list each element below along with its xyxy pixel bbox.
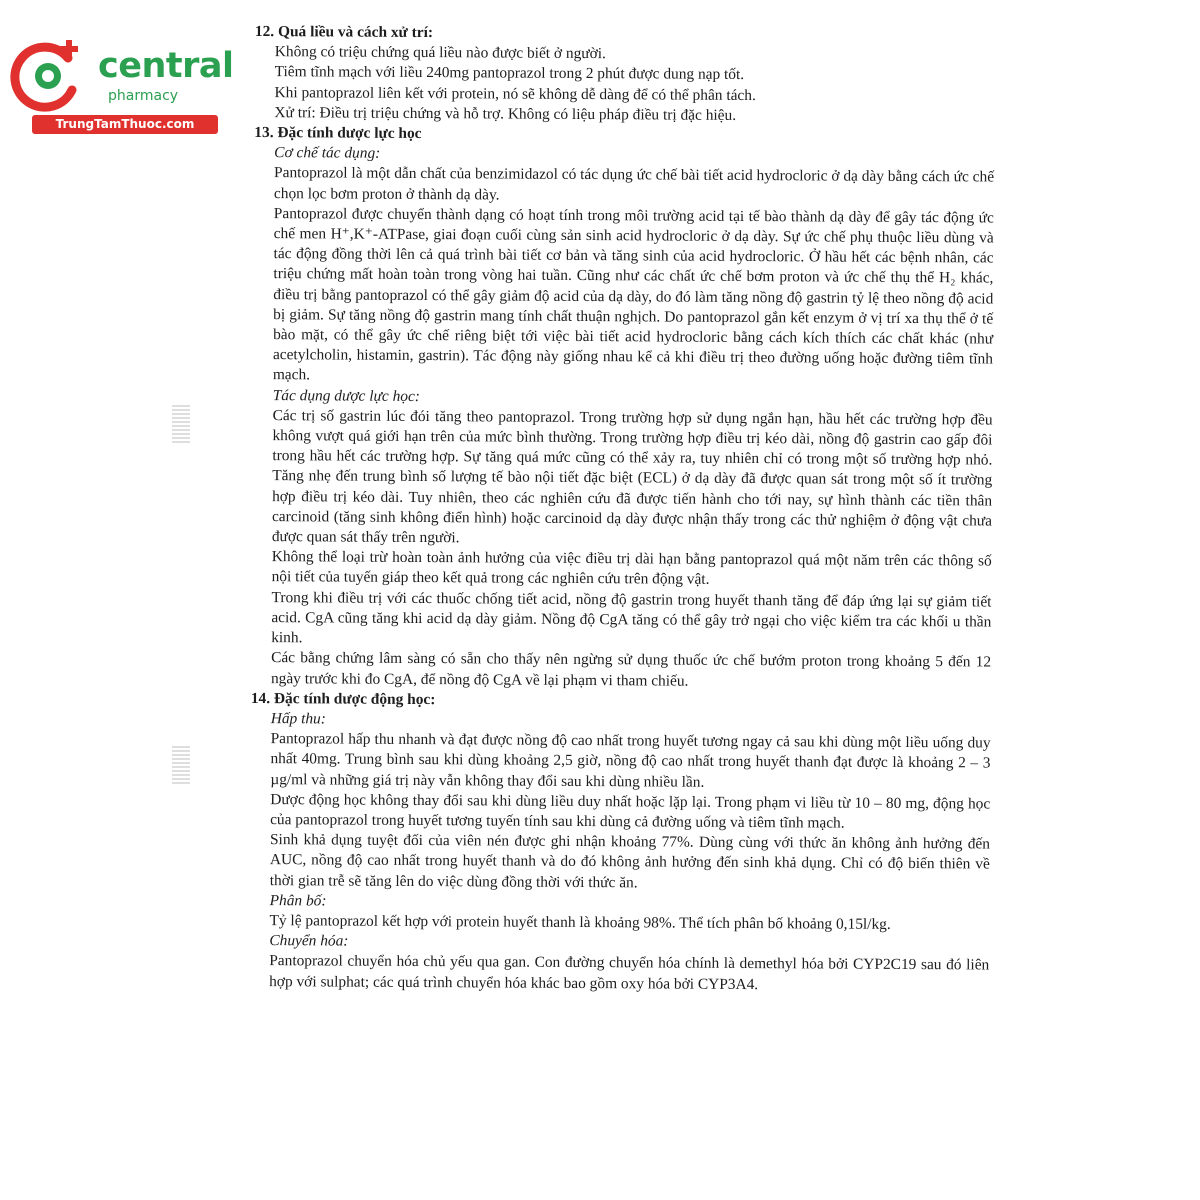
brand-name: central	[98, 46, 234, 86]
document-body	[249, 22, 995, 996]
brand-subtitle: pharmacy	[108, 88, 179, 104]
overdose-line: Xử trí: Điều trị triệu chứng và hỗ trợ. Không có liệu pháp điều trị đặc hiệu.	[274, 103, 737, 124]
paragraph: Pantoprazol là một dẫn chất của benzimidazol có tác dụng ức chế bài tiết acid hydrocloric ở dạ dày bằng cách ức chế chọn lọc bơm proton ở thành dạ dày.	[273, 164, 995, 204]
overdose-line: Khi pantoprazol liên kết với protein, nó sẽ không dễ dàng để có thể phân tách.	[274, 83, 756, 104]
pharmacodynamics-subheading: Tác dụng dược lực học:	[272, 386, 421, 405]
paragraph: Sinh khả dụng tuyệt đối của viên nén được ghi nhận khoảng 77%. Dùng cùng với thức ăn không ảnh hưởng đến AUC, nồng độ cao nhất trong huyết thanh và do đó không ảnh hưởng đến sinh khả dụng. Chỉ có độ biến thiên về thời gian trễ sẽ tăng lên do việc dùng đồng thời với thức ăn.	[269, 831, 991, 891]
paragraph: Pantoprazol chuyển hóa chủ yếu qua gan. Con đường chuyển hóa chính là demethyl hóa bởi CYP2C19 sau đó liên hợp với sulphat; các quá trình chuyển hóa khác bao gồm oxy hóa bởi CYP3A4.	[269, 952, 990, 993]
paragraph: Tỷ lệ pantoprazol kết hợp với protein huyết thanh là khoảng 98%. Thể tích phân bố khoảng 0,15l/kg.	[269, 912, 891, 933]
paragraph: Pantoprazol hấp thu nhanh và đạt được nồng độ cao nhất trong huyết tương ngay cả sau khi dùng một liều uống duy nhất 40mg. Trung bình sau khi dùng khoảng 2,5 giờ, nồng độ cao nhất trong huyết thanh đạt được là khoảng 2 – 3 µg/ml và những giá trị này vẫn không thay đổi sau khi dùng nhiều lần.	[270, 730, 991, 791]
metabolism-subheading: Chuyển hóa:	[269, 932, 349, 950]
overdose-line: Tiêm tĩnh mạch với liều 240mg pantoprazol trong 2 phút được dung nạp tốt.	[274, 63, 745, 84]
paragraph: Trong khi điều trị với các thuốc chống tiết acid, nồng độ gastrin trong huyết thanh tăng để đáp ứng lại sự giảm tiết acid. CgA cũng tăng khi acid dạ dày giảm. Nồng độ CgA tăng có thể gây trở ngại cho việc kiểm tra các khối u thần kinh.	[271, 588, 992, 647]
central-logo-icon	[10, 36, 90, 116]
scan-artifact	[172, 405, 190, 443]
section-14-heading: 14. Đặc tính dược động học:	[250, 689, 436, 708]
paragraph: Dược động học không thay đổi sau khi dùng liều duy nhất hoặc lặp lại. Trong phạm vi liều từ 10 – 80 mg, động học của pantoprazol trong huyết tương tuyến tính sau khi dùng cả đường uống và tiêm tĩnh mạch.	[270, 790, 991, 832]
scan-artifact	[172, 746, 190, 784]
overdose-line: Không có triệu chứng quá liều nào được biết ở người.	[274, 43, 606, 63]
distribution-subheading: Phân bố:	[269, 891, 327, 910]
absorption-subheading: Hấp thu:	[270, 710, 326, 728]
paragraph: Không thể loại trừ hoàn toàn ảnh hưởng của việc điều trị dài hạn bằng pantoprazol quá một năm trên các thông số nội tiết của tuyến giáp theo kết quả trong các nghiên cứu trên động vật.	[271, 548, 992, 589]
section-13-heading: 13. Đặc tính dược lực học	[254, 124, 422, 143]
paragraph: Pantoprazol được chuyển thành dạng có hoạt tính trong môi trường acid tại tế bào thành dạ dày để gây tác động ức chế men H⁺,K⁺-ATPase, giai đoạn cuối cùng sản sinh acid hydrocloric ở dạ dày. Sự ức chế phụ thuộc liều dùng và tác động đồng thời lên cả quá trình bài tiết cơ bản và tăng sinh của acid hydrocloric. Ở hầu hết các bệnh nhân, các triệu chứng mất hoàn toàn trong vòng hai tuần. Cũng như các chất ức chế bơm proton và ức chế thụ thể H₂ khác, điều trị bằng pantoprazol có thể gây giảm độ acid của dạ dày, do đó làm tăng nồng độ gastrin tỷ lệ theo nồng độ acid bị giảm. Sự tăng nồng độ gastrin mang tính chất thuận nghịch. Do pantoprazol gắn kết enzym ở vị trí xa thụ thể ở tế bào mặt, có thể gây ức chế riêng biệt tới việc bài tiết acid hydrocloric bằng cách kích thích các chất khác (như acetylcholin, histamin, gastrin). Tác động này giống nhau kể cả khi điều trị theo đường uống hoặc đường tiêm tĩnh mạch.	[272, 204, 994, 384]
section-12-heading: 12. Quá liều và cách xử trí:	[254, 22, 434, 42]
paragraph: Các bằng chứng lâm sàng có sẵn cho thấy nên ngừng sử dụng thuốc ức chế bướm proton trong khoảng 5 đến 12 ngày trước khi đo CgA, để nồng độ CgA về lại phạm vi tham chiếu.	[270, 649, 992, 690]
paragraph: Các trị số gastrin lúc đói tăng theo pantoprazol. Trong trường hợp sử dụng ngắn hạn, hầu hết các trường hợp đều không vượt quá giới hạn trên của mức bình thường. Trong trường hợp điều trị kéo dài, nồng độ gastrin cao gấp đôi trong hầu hết các trường hợp. Sự tăng quá mức cũng có thể xảy ra, tuy nhiên chỉ có trong một số trường hợp nhỏ. Tăng nhẹ đến trung bình số lượng tế bào nội tiết đặc biệt (ECL) ở dạ dày đã được quan sát trong một số ít trường hợp điều trị kéo dài. Tuy nhiên, theo các nghiên cứu đã được tiến hành cho tới nay, sự hình thành các tiền thân carcinoid (tăng sinh không điển hình) hoặc carcinoid dạ dày được nhận thấy trong các thử nghiệm ở động vật chưa được quan sát thấy trên người.	[271, 406, 993, 547]
website-badge[interactable]: TrungTamThuoc.com	[32, 115, 218, 134]
mechanism-subheading: Cơ chế tác dụng:	[274, 144, 381, 162]
pharmacy-logo	[10, 36, 234, 136]
